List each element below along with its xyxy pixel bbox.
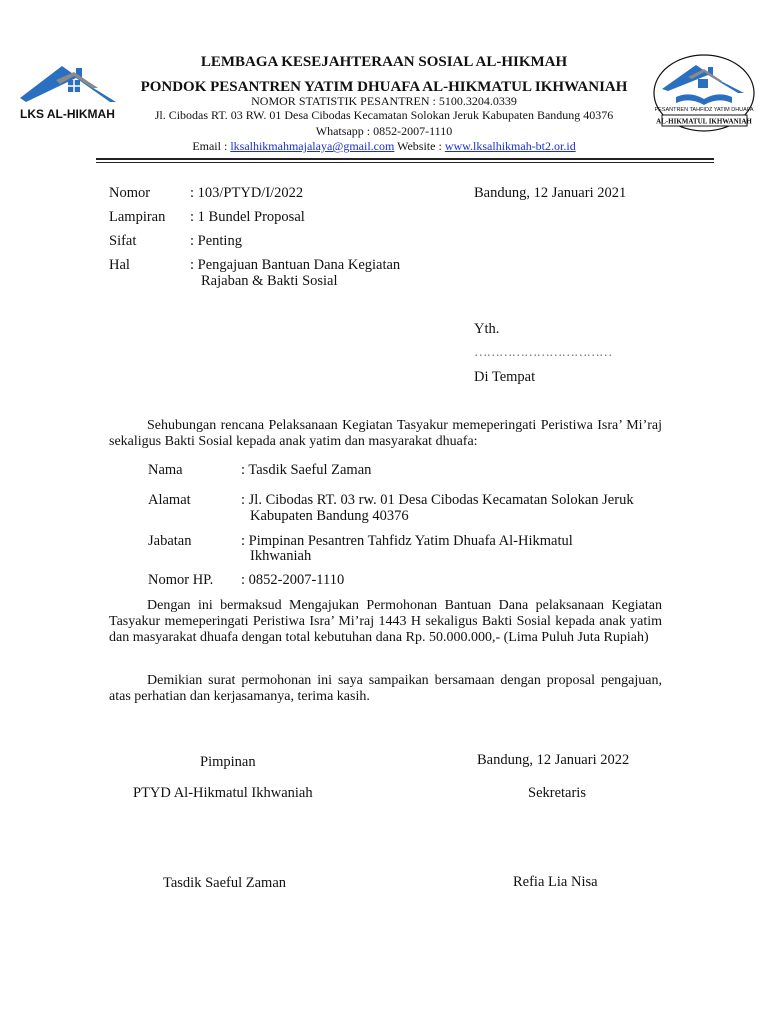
closing-paragraph: Demikian surat permohonan ini saya sampaikan bersamaan dengan proposal pengajuan, atas perhatian dan kerjasamanya, terima kasih.: [109, 673, 662, 704]
pesantren-logo-banner: AL-HIKMATUL IKHWANIAH: [656, 117, 752, 126]
left-signatory-title: Pimpinan: [200, 754, 256, 770]
nama-value: : Tasdik Saeful Zaman: [241, 462, 372, 478]
hp-label: Nomor HP.: [148, 572, 214, 588]
jabatan-value-line1: : Pimpinan Pesantren Tahfidz Yatim Dhuafa Al-Hikmatul: [241, 533, 573, 549]
address: Jl. Cibodas RT. 03 RW. 01 Desa Cibodas Kecamatan Solokan Jeruk Kabupaten Bandung 40376: [154, 108, 614, 122]
email-label: Email :: [192, 139, 231, 153]
nomor-value: : 103/PTYD/I/2022: [190, 185, 304, 201]
request-paragraph: Dengan ini bermaksud Mengajukan Permohonan Bantuan Dana pelaksanaan Kegiatan Tasyakur memeperingati Peristiwa Isra’ Mi’raj 1443 H sekaligus Bakti Sosial kepada anak yatim dan masyarakat dhuafa dengan total kebutuhan dana Rp. 50.000.000,- (Lima Puluh Juta Rupiah): [109, 598, 662, 645]
hal-value-line1: : Pengajuan Bantuan Dana Kegiatan: [190, 257, 401, 273]
email-link[interactable]: lksalhikmahmajalaya@gmail.com: [230, 139, 395, 153]
hp-value: : 0852-2007-1110: [241, 572, 345, 588]
right-signatory-name: Refia Lia Nisa: [513, 874, 598, 890]
header-divider-thin: [96, 162, 714, 163]
stat-number: NOMOR STATISTIK PESANTREN : 5100.3204.0339: [251, 94, 517, 108]
jabatan-value-line2: Ikhwaniah: [250, 548, 312, 564]
sifat-value: : Penting: [190, 233, 242, 249]
whatsapp: Whatsapp : 0852-2007-1110: [315, 124, 453, 138]
nama-label: Nama: [148, 462, 183, 478]
org-name: LEMBAGA KESEJAHTERAAN SOSIAL AL-HIKMAH: [200, 54, 568, 70]
jabatan-label: Jabatan: [148, 533, 192, 549]
contact-line: [0, 139, 768, 154]
right-signature-date: Bandung, 12 Januari 2022: [477, 752, 630, 768]
lampiran-value: : 1 Bundel Proposal: [190, 209, 305, 225]
header-divider: [96, 158, 714, 160]
recipient-place: Di Tempat: [474, 369, 536, 385]
recipient-yth: Yth.: [474, 321, 500, 337]
intro-paragraph: Sehubungan rencana Pelaksanaan Kegiatan Tasyakur memeperingati Peristiwa Isra’ Mi’raj sekaligus Bakti Sosial kepada anak yatim dan masyarakat dhuafa:: [109, 418, 662, 449]
left-signatory-name: Tasdik Saeful Zaman: [163, 875, 287, 891]
sifat-label: Sifat: [109, 233, 137, 249]
lks-logo-text: LKS AL-HIKMAH: [20, 107, 115, 121]
letter-date: Bandung, 12 Januari 2021: [474, 185, 627, 201]
hal-label: Hal: [109, 257, 130, 273]
lampiran-label: Lampiran: [109, 209, 166, 225]
school-name: PONDOK PESANTREN YATIM DHUAFA AL-HIKMATUL IKHWANIAH: [140, 79, 628, 95]
alamat-value-line1: : Jl. Cibodas RT. 03 rw. 01 Desa Cibodas Kecamatan Solokan Jeruk: [241, 492, 634, 508]
alamat-label: Alamat: [148, 492, 191, 508]
alamat-value-line2: Kabupaten Bandung 40376: [250, 508, 409, 524]
website-link[interactable]: www.lksalhikmah-bt2.or.id: [444, 139, 576, 153]
right-signatory-title: Sekretaris: [528, 785, 586, 801]
recipient-dots: ……………………………: [474, 344, 612, 359]
hal-value-line2: Rajaban & Bakti Sosial: [201, 273, 338, 289]
pesantren-logo-arc-text: PESANTREN TAHFIDZ YATIM DHUAFA: [654, 107, 754, 113]
left-signatory-org: PTYD Al-Hikmatul Ikhwaniah: [133, 785, 313, 801]
nomor-label: Nomor: [109, 185, 151, 201]
website-label: Website :: [394, 139, 445, 153]
